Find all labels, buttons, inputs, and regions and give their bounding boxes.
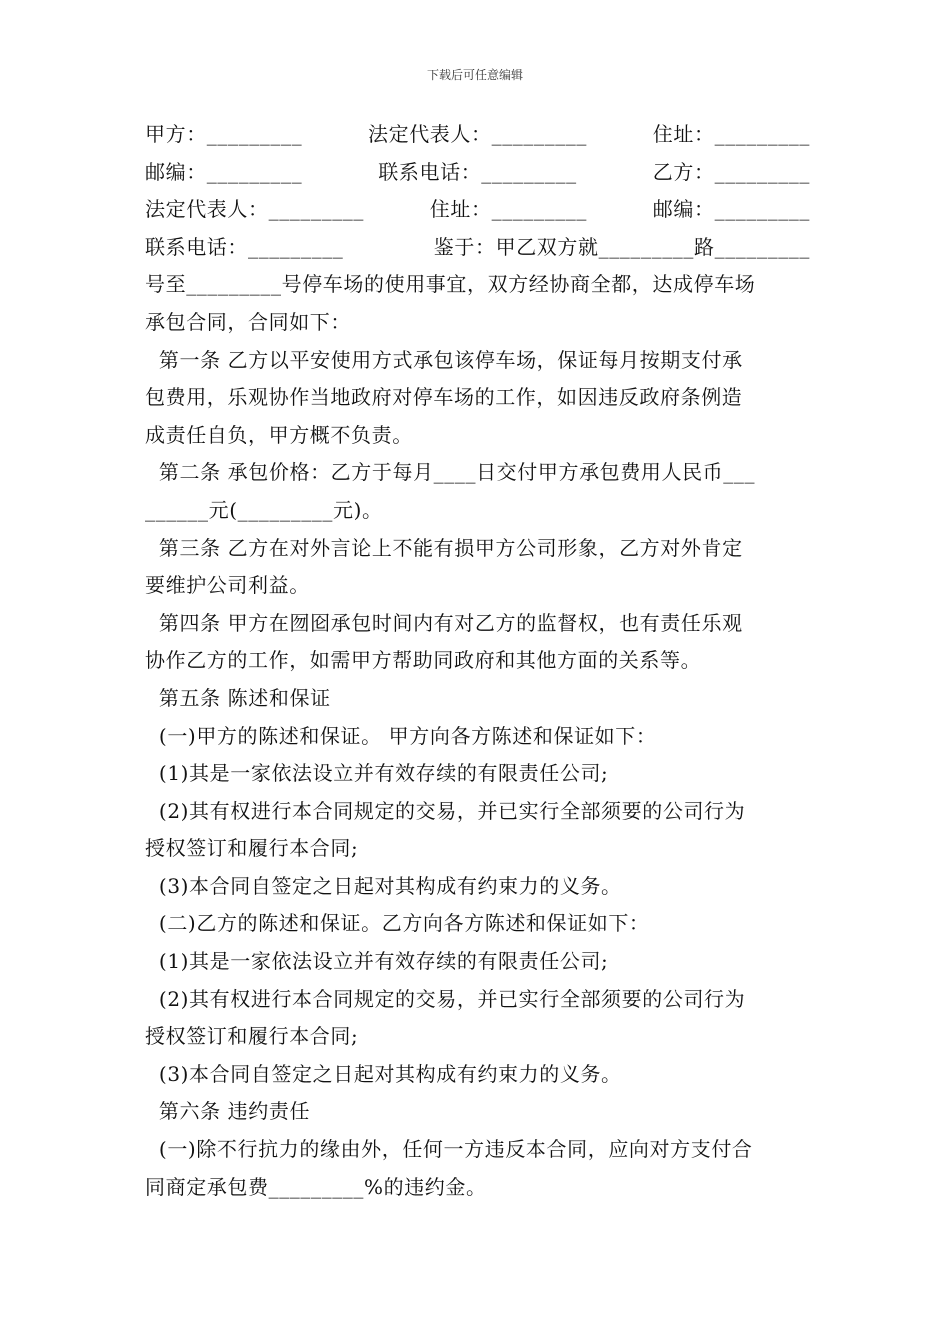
party-field: 法定代表人：_________ [145,197,364,222]
text-line: (2)其有权进行本合同规定的交易，并已实行全部须要的公司行为 [145,798,746,823]
text-line: 要维护公司利益。 [145,573,310,598]
party-field: 法定代表人：_________ [368,122,587,146]
party-field: 甲方：_________ [145,122,303,146]
text-line: (1)其是一家依法设立并有效存续的有限责任公司; [145,761,609,786]
party-row [145,154,810,192]
party-field: 邮编：_________ [652,197,810,222]
text-line: (2)其有权进行本合同规定的交易，并已实行全部须要的公司行为 [145,986,746,1011]
text-line: ______元(_________元)。 [145,497,383,522]
page-header: 下载后可任意编辑 [426,68,523,82]
text-line: 授权签订和履行本合同; [145,1024,359,1049]
text-line: 同商定承包费_________%的违约金。 [145,1174,487,1199]
party-field: 乙方：_________ [652,159,810,184]
text-line: 协作乙方的工作，如需甲方帮助同政府和其他方面的关系等。 [145,648,702,673]
text-line: (二)乙方的陈述和保证。乙方向各方陈述和保证如下： [145,911,650,936]
party-row [145,229,810,267]
party-field: 邮编：_________ [145,159,303,184]
text-line: 包费用，乐观协作当地政府对停车场的工作，如因违反政府条例造 [145,385,743,410]
text-line: (1)其是一家依法设立并有效存续的有限责任公司; [145,949,609,974]
party-row [145,191,810,229]
text-line: 承包合同，合同如下： [145,309,351,334]
party-field: 联系电话：_________ [378,159,577,184]
party-field: 住址：_________ [652,122,810,146]
article-6: 第六条 违约责任 [145,1099,311,1124]
party-field: 鉴于：甲乙双方就_________路_________ [433,234,810,259]
party-field: 住址：_________ [429,197,587,222]
party-field: 联系电话：_________ [145,234,344,259]
text-line: (一)除不行抗力的缘由外，任何一方违反本合同，应向对方支付合 [145,1137,753,1162]
article-4: 第四条 甲方在囫囵承包时间内有对乙方的监督权，也有责任乐观 [145,610,743,635]
article-3: 第三条 乙方在对外言论上不能有损甲方公司形象，乙方对外肯定 [145,535,743,560]
text-line: 成责任自负，甲方概不负责。 [145,422,413,447]
article-5: 第五条 陈述和保证 [145,685,331,710]
text-line: 号至_________号停车场的使用事宜，双方经协商全都，达成停车场 [145,272,756,297]
party-row [145,116,810,154]
contract-body [145,116,810,1206]
text-line: 授权签订和履行本合同; [145,836,359,861]
article-2: 第二条 承包价格：乙方于每月____日交付甲方承包费用人民币___ [145,460,756,485]
text-line: (一)甲方的陈述和保证。 甲方向各方陈述和保证如下： [145,723,657,748]
text-line: (3)本合同自签定之日起对其构成有约束力的义务。 [145,873,622,898]
text-line: (3)本合同自签定之日起对其构成有约束力的义务。 [145,1061,622,1086]
article-1: 第一条 乙方以平安使用方式承包该停车场，保证每月按期支付承 [145,347,743,372]
